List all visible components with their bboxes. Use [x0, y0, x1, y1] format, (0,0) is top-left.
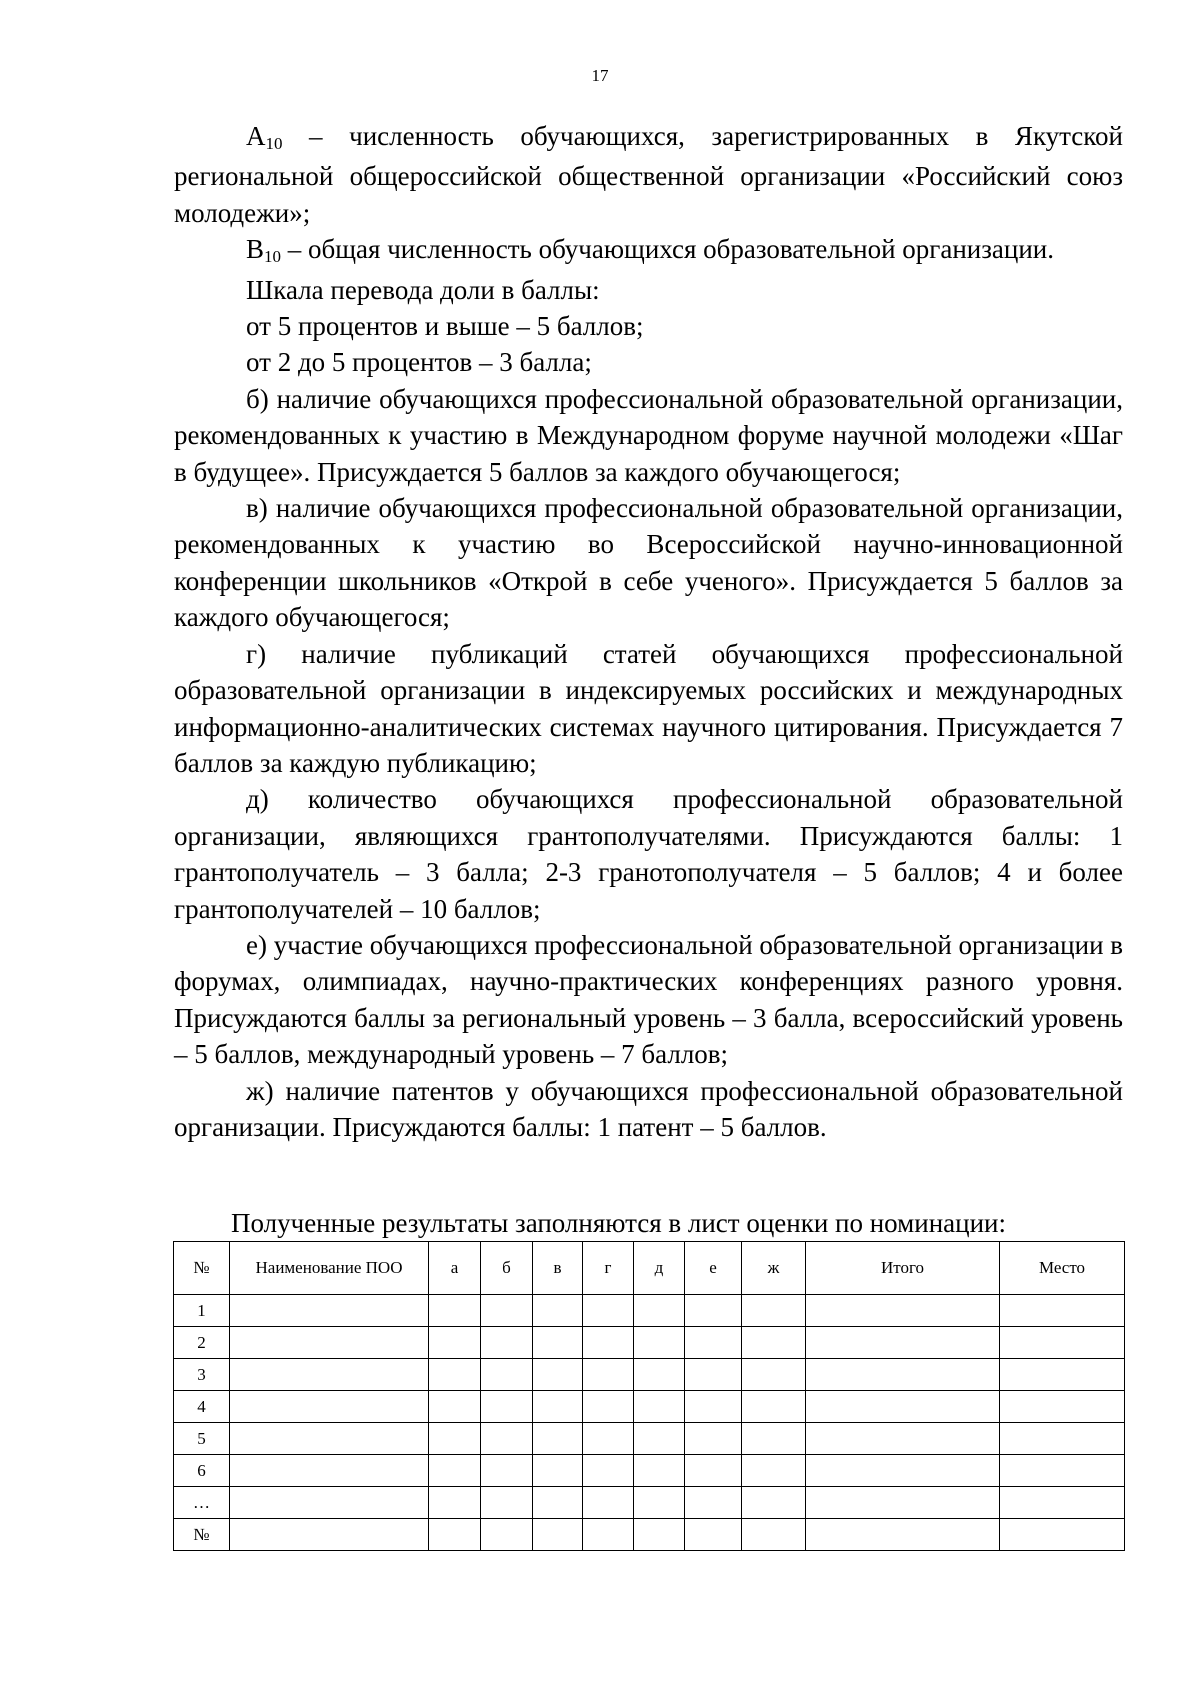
empty-cell [1000, 1423, 1125, 1455]
empty-cell [806, 1359, 1000, 1391]
empty-cell [583, 1295, 634, 1327]
empty-cell [583, 1391, 634, 1423]
empty-cell [742, 1295, 806, 1327]
table-header-cell: в [533, 1242, 583, 1295]
empty-cell [742, 1519, 806, 1551]
table-header-cell: г [583, 1242, 634, 1295]
empty-cell [1000, 1519, 1125, 1551]
empty-cell [481, 1423, 533, 1455]
paragraph-item-e: е) участие обучающихся профессиональной образовательной организации в форумах, олимпиадах, научно-практических конференциях разного уровня. Присуждаются баллы за региональный уровень – 3 балла, всероссийский уровень – 5 баллов, международный уровень – 7 баллов; [174, 929, 1124, 1070]
empty-cell [583, 1359, 634, 1391]
empty-cell [806, 1487, 1000, 1519]
empty-cell [481, 1327, 533, 1359]
paragraph-item-zh: ж) наличие патентов у обучающихся профессиональной образовательной организации. Присуждаются баллы: 1 патент – 5 баллов. [174, 1075, 1123, 1142]
empty-cell [634, 1423, 685, 1455]
empty-cell [1000, 1327, 1125, 1359]
empty-cell [1000, 1359, 1125, 1391]
empty-cell [533, 1295, 583, 1327]
empty-cell [533, 1487, 583, 1519]
paragraph-b10 [174, 231, 1123, 271]
empty-cell [481, 1519, 533, 1551]
paragraph-item-b: б) наличие обучающихся профессиональной образовательной организации, рекомендованных к участию в Международном форуме научной молодежи «Шаг в будущее». Присуждается 5 баллов за каждого обучающегося; [174, 383, 1123, 487]
empty-cell [533, 1519, 583, 1551]
document-body [174, 118, 1123, 1145]
empty-cell [742, 1423, 806, 1455]
empty-cell [634, 1391, 685, 1423]
empty-cell [429, 1455, 481, 1487]
table-header-row [174, 1242, 1125, 1295]
empty-cell [806, 1519, 1000, 1551]
paragraph-a10 [174, 118, 1123, 231]
table-row [174, 1391, 1125, 1423]
empty-cell [533, 1423, 583, 1455]
empty-cell [481, 1295, 533, 1327]
evaluation-table [173, 1241, 1125, 1551]
empty-cell [230, 1519, 429, 1551]
table-row [174, 1327, 1125, 1359]
table-header-cell: Итого [806, 1242, 1000, 1295]
empty-cell [583, 1487, 634, 1519]
paragraph-item-g: г) наличие публикаций статей обучающихся профессиональной образовательной организации в индексируемых российских и международных информационно-аналитических системах научного цитирования. Присуждается 7 баллов за каждую публикацию; [174, 638, 1123, 778]
empty-cell [685, 1295, 742, 1327]
empty-cell [429, 1519, 481, 1551]
empty-cell [230, 1391, 429, 1423]
empty-cell [742, 1455, 806, 1487]
empty-cell [533, 1455, 583, 1487]
page-number: 17 [591, 66, 609, 85]
table-header-cell: д [634, 1242, 685, 1295]
empty-cell [230, 1423, 429, 1455]
empty-cell [685, 1519, 742, 1551]
a10-definition: – численность обучающихся, зарегистрированных в Якутской региональной общероссийской общественной организации «Российский союз молодежи»; [174, 121, 1123, 228]
table-header-cell: б [481, 1242, 533, 1295]
empty-cell [742, 1359, 806, 1391]
table-row [174, 1519, 1125, 1551]
row-number-cell: … [174, 1487, 230, 1519]
empty-cell [685, 1359, 742, 1391]
row-number-cell: 2 [174, 1327, 230, 1359]
empty-cell [429, 1391, 481, 1423]
empty-cell [583, 1519, 634, 1551]
a10-subscript: 10 [265, 134, 283, 153]
paragraph-scale-1: от 5 процентов и выше – 5 баллов; [246, 311, 644, 342]
empty-cell [634, 1295, 685, 1327]
b10-definition: – общая численность обучающихся образовательной организации. [281, 234, 1054, 265]
empty-cell [685, 1327, 742, 1359]
row-number-cell: № [174, 1519, 230, 1551]
empty-cell [230, 1455, 429, 1487]
row-number-cell: 1 [174, 1295, 230, 1327]
empty-cell [806, 1327, 1000, 1359]
empty-cell [685, 1423, 742, 1455]
empty-cell [583, 1423, 634, 1455]
empty-cell [806, 1295, 1000, 1327]
empty-cell [429, 1359, 481, 1391]
empty-cell [583, 1327, 634, 1359]
table-row [174, 1359, 1125, 1391]
paragraph-item-d: д) количество обучающихся профессиональной образовательной организации, являющихся грантополучателями. Присуждаются баллы: 1 грантополучатель – 3 балла; 2-3 гранотополучателя – 5 баллов; 4 и более грантополучателей – 10 баллов; [174, 784, 1123, 924]
empty-cell [230, 1359, 429, 1391]
empty-cell [1000, 1455, 1125, 1487]
empty-cell [685, 1455, 742, 1487]
table-header-cell: № [174, 1242, 230, 1295]
empty-cell [230, 1327, 429, 1359]
table-header-cell: Место [1000, 1242, 1125, 1295]
row-number-cell: 3 [174, 1359, 230, 1391]
table-header-cell: е [685, 1242, 742, 1295]
empty-cell [634, 1455, 685, 1487]
row-number-cell: 6 [174, 1455, 230, 1487]
empty-cell [634, 1359, 685, 1391]
empty-cell [1000, 1487, 1125, 1519]
empty-cell [481, 1359, 533, 1391]
table-row [174, 1423, 1125, 1455]
empty-cell [230, 1487, 429, 1519]
empty-cell [806, 1391, 1000, 1423]
table-header-cell: ж [742, 1242, 806, 1295]
a10-symbol: А [246, 121, 266, 151]
empty-cell [742, 1327, 806, 1359]
empty-cell [685, 1391, 742, 1423]
empty-cell [1000, 1295, 1125, 1327]
b10-subscript: 10 [264, 247, 282, 267]
paragraph-scale-2: от 2 до 5 процентов – 3 балла; [246, 347, 592, 378]
empty-cell [634, 1519, 685, 1551]
empty-cell [742, 1487, 806, 1519]
b10-symbol: В [246, 234, 265, 265]
empty-cell [429, 1423, 481, 1455]
empty-cell [481, 1487, 533, 1519]
empty-cell [806, 1455, 1000, 1487]
empty-cell [1000, 1391, 1125, 1423]
empty-cell [806, 1423, 1000, 1455]
empty-cell [230, 1295, 429, 1327]
table-caption: Полученные результаты заполняются в лист оценки по номинации: [231, 1208, 1006, 1238]
empty-cell [533, 1327, 583, 1359]
table-row [174, 1295, 1125, 1327]
table-row [174, 1487, 1125, 1519]
empty-cell [634, 1487, 685, 1519]
empty-cell [583, 1455, 634, 1487]
empty-cell [429, 1327, 481, 1359]
empty-cell [533, 1391, 583, 1423]
empty-cell [742, 1391, 806, 1423]
table-body [174, 1295, 1125, 1551]
table-header-cell: Наименование ПОО [230, 1242, 429, 1295]
row-number-cell: 4 [174, 1391, 230, 1423]
empty-cell [634, 1327, 685, 1359]
table-row [174, 1455, 1125, 1487]
empty-cell [533, 1359, 583, 1391]
row-number-cell: 5 [174, 1423, 230, 1455]
paragraph-scale: Шкала перевода доли в баллы: [246, 274, 600, 305]
empty-cell [481, 1455, 533, 1487]
empty-cell [685, 1487, 742, 1519]
table-header-cell: а [429, 1242, 481, 1295]
paragraph-item-v: в) наличие обучающихся профессиональной образовательной организации, рекомендованных к участию во Всероссийской научно-инновационной конференции школьников «Открой в себе ученого». Присуждается 5 баллов за каждого обучающегося; [174, 493, 1123, 633]
empty-cell [429, 1487, 481, 1519]
empty-cell [429, 1295, 481, 1327]
empty-cell [481, 1391, 533, 1423]
